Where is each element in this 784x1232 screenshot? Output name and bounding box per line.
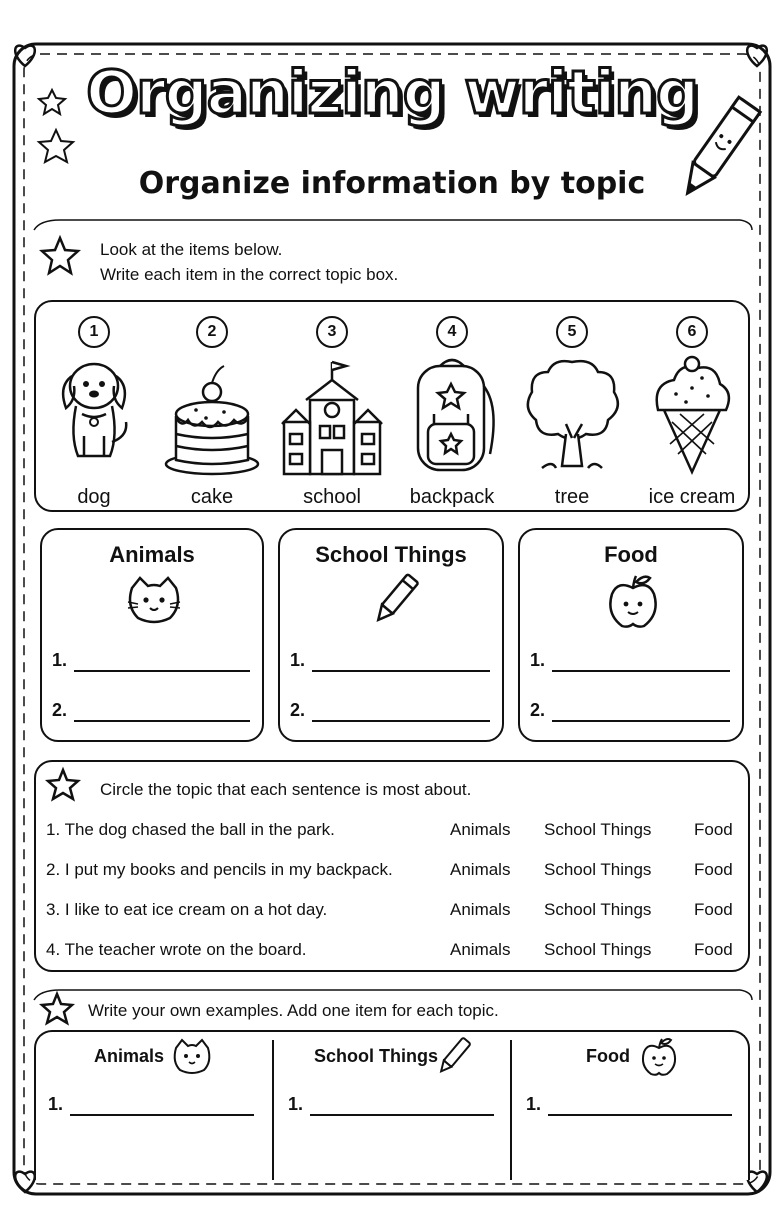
sentence-2: 2. I put my books and pencils in my backpack.: [46, 860, 393, 879]
star-icon: [40, 236, 80, 276]
option-food[interactable]: Food: [694, 820, 733, 839]
cat-icon: [126, 576, 182, 624]
school-icon: [280, 352, 384, 476]
ice-cream-icon: [650, 350, 734, 476]
own-examples-card: [34, 1030, 750, 1180]
star-icon: [40, 992, 74, 1026]
page-title: Organizing writing: [86, 58, 698, 128]
circle-topic-card: [34, 760, 750, 972]
option-school-things[interactable]: School Things: [544, 860, 652, 879]
item-label: tree: [554, 486, 590, 508]
sentence-3: 3. I like to eat ice cream on a hot day.: [46, 900, 328, 919]
answer-line[interactable]: 1.: [290, 650, 490, 676]
sentence-4: 4. The teacher wrote on the board.: [46, 940, 307, 959]
star-icon: [46, 768, 80, 802]
option-animals[interactable]: Animals: [450, 860, 511, 879]
instruction-line-1: Look at the items below.: [100, 240, 283, 259]
answer-line[interactable]: 1.: [288, 1094, 494, 1120]
item-tree: [512, 316, 632, 508]
column-title: School Things: [314, 1046, 438, 1066]
item-number: 5: [556, 316, 588, 348]
item-label: dog: [77, 486, 111, 508]
item-number: 3: [316, 316, 348, 348]
section2-instruction: Circle the topic that each sentence is most about.: [100, 780, 472, 799]
topic-box-animals: [40, 528, 264, 742]
option-school-things[interactable]: School Things: [544, 940, 652, 959]
option-food[interactable]: Food: [694, 900, 733, 919]
answer-line[interactable]: 1.: [530, 650, 730, 676]
topic-title: Animals: [109, 542, 195, 567]
answer-line[interactable]: 1.: [48, 1094, 254, 1120]
item-label: ice cream: [648, 486, 736, 508]
pencil-icon: [370, 572, 420, 628]
item-backpack: [392, 316, 512, 508]
item-school: [272, 316, 392, 508]
item-label: cake: [190, 486, 234, 508]
dog-icon: [54, 356, 134, 466]
topic-title: School Things: [315, 542, 467, 567]
answer-line[interactable]: 1.: [52, 650, 250, 676]
topic-box-school-things: [278, 528, 504, 742]
item-dog: [34, 316, 154, 508]
option-food[interactable]: Food: [694, 860, 733, 879]
answer-line[interactable]: 2.: [52, 700, 250, 726]
item-ice-cream: [632, 316, 752, 508]
item-number: 1: [78, 316, 110, 348]
column-title: Animals: [94, 1046, 165, 1066]
pencil-icon: [436, 1036, 472, 1076]
column-title: Food: [586, 1046, 630, 1066]
option-animals[interactable]: Animals: [450, 900, 511, 919]
item-cake: [152, 316, 272, 508]
items-card: [34, 300, 750, 512]
item-number: 6: [676, 316, 708, 348]
option-school-things[interactable]: School Things: [544, 820, 652, 839]
topic-title: Food: [604, 542, 658, 567]
option-animals[interactable]: Animals: [450, 940, 511, 959]
tree-icon: [522, 354, 622, 476]
option-food[interactable]: Food: [694, 940, 733, 959]
answer-line[interactable]: 2.: [530, 700, 730, 726]
answer-line[interactable]: 1.: [526, 1094, 732, 1120]
topic-box-food: [518, 528, 744, 742]
item-label: backpack: [409, 486, 495, 508]
section3-instruction: Write your own examples. Add one item for each topic.: [88, 1001, 499, 1020]
apple-icon: [640, 1036, 678, 1078]
instruction-line-2: Write each item in the correct topic box.: [100, 265, 399, 284]
item-number: 4: [436, 316, 468, 348]
apple-icon: [606, 572, 660, 630]
page-subtitle: Organize information by topic: [138, 166, 646, 201]
option-school-things[interactable]: School Things: [544, 900, 652, 919]
cake-icon: [162, 356, 262, 476]
cat-icon: [172, 1038, 212, 1074]
item-number: 2: [196, 316, 228, 348]
sentence-1: 1. The dog chased the ball in the park.: [46, 820, 335, 839]
answer-line[interactable]: 2.: [290, 700, 490, 726]
backpack-icon: [404, 354, 500, 476]
item-label: school: [303, 486, 361, 508]
option-animals[interactable]: Animals: [450, 820, 511, 839]
